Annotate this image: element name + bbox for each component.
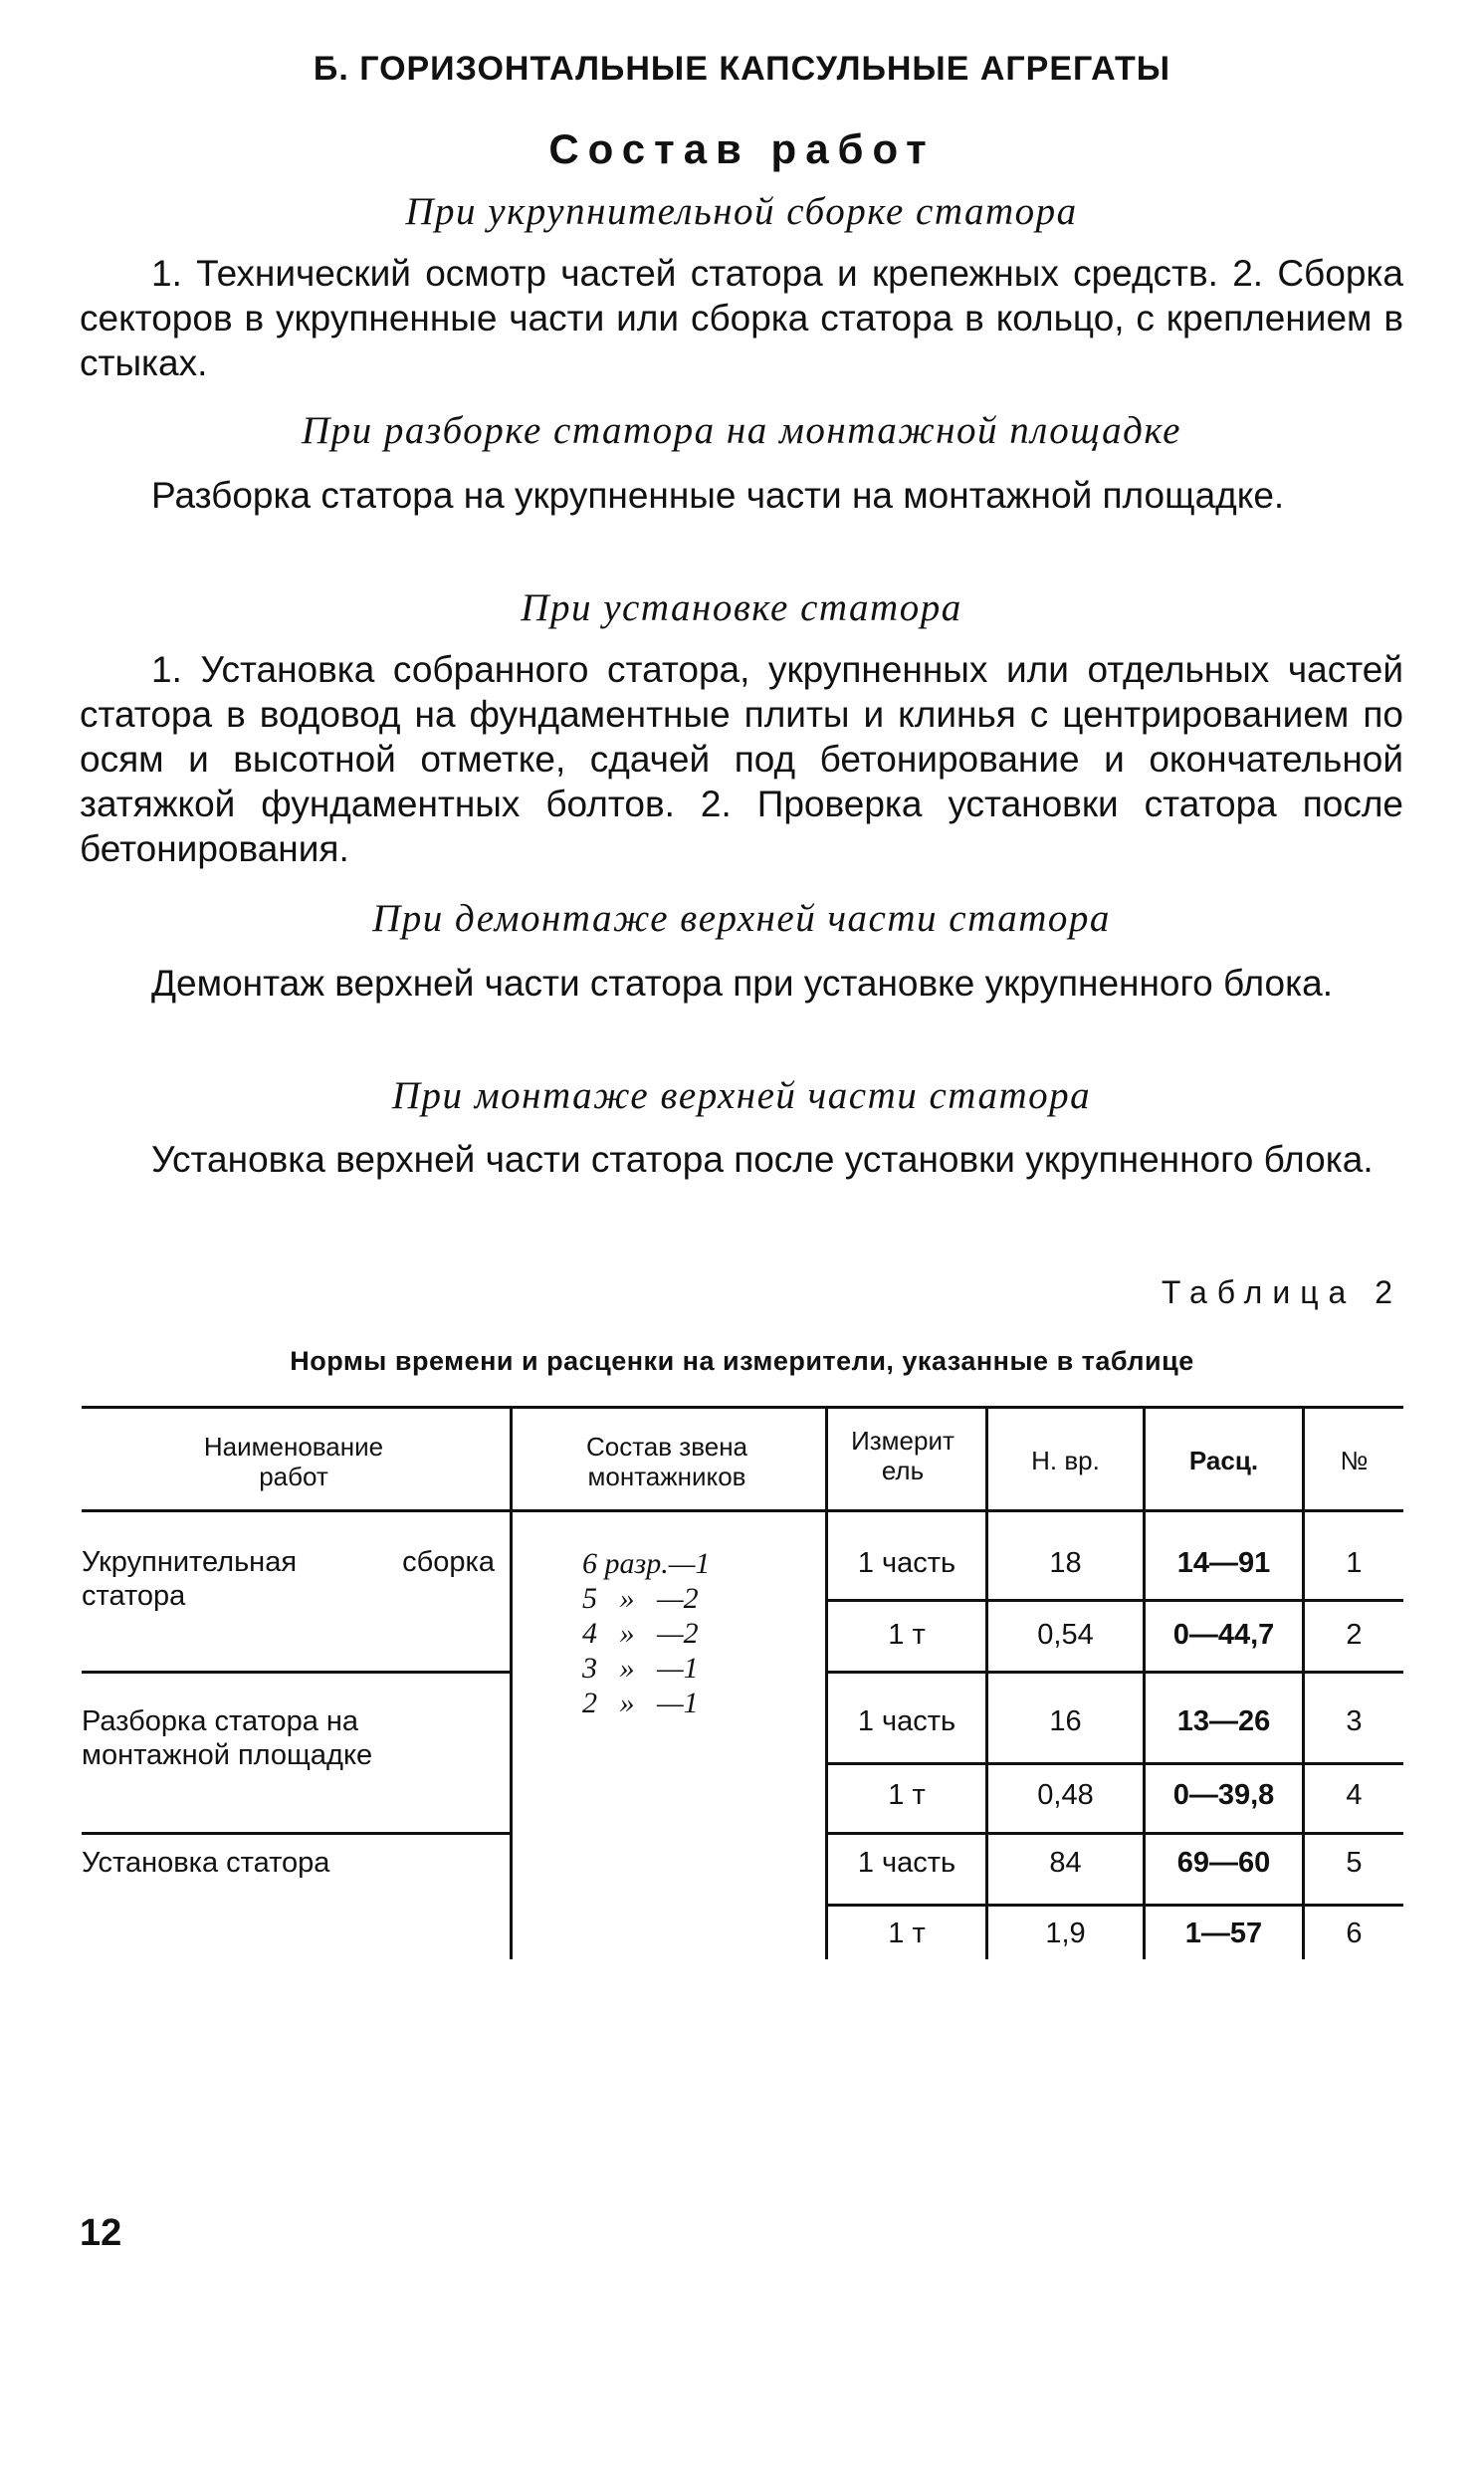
row-rule [82, 1832, 510, 1835]
cell-no: 1 [1346, 1547, 1363, 1579]
crew-line: 3 » —1 [582, 1652, 699, 1685]
cell-unit: 1 часть [857, 1847, 956, 1879]
row-rule [825, 1599, 1403, 1602]
row-rule [825, 1671, 1403, 1674]
crew-line: 2 » —1 [582, 1687, 699, 1719]
cell-unit: 1 т [888, 1779, 926, 1811]
crew-line: 4 » —2 [582, 1617, 699, 1650]
work-name: Установка статора [82, 1847, 330, 1879]
work-name: Укрупнительная сборка статора [82, 1546, 495, 1612]
work-name: Разборка статора на монтажной площадке [82, 1705, 373, 1771]
block-3-subtitle: При установке статора [521, 586, 962, 629]
col-rule [1302, 1406, 1305, 1959]
block-1-text-content: 1. Технический осмотр частей статора и крепежных средств. 2. Сборка секторов в укрупненные части или сборка статора в кольцо, с креплением в стыках. [80, 253, 1403, 383]
table-label: Таблица 2 [1161, 1274, 1402, 1310]
header-work: Наименование работ [203, 1432, 384, 1491]
cell-no: 2 [1346, 1619, 1363, 1651]
page-number: 12 [80, 2212, 122, 2254]
header-unit: Измеритель [851, 1426, 954, 1485]
cell-no: 4 [1346, 1779, 1363, 1811]
table-header-rule [82, 1509, 1403, 1512]
cell-norm: 16 [1049, 1705, 1082, 1737]
block-3-text-content: 1. Установка собранного статора, укрупненных или отдельных частей статора в водовод на фундаментные плиты и клинья с центрированием по осям и высотной отметке, сдачей под бетонирование и окончательной затяжкой фундаментных болтов. 2. Проверка установки статора после бетонирования. [80, 649, 1403, 869]
cell-norm: 0,48 [1037, 1779, 1094, 1811]
block-3-text [80, 647, 1403, 871]
col-rule [985, 1406, 988, 1959]
table-top-rule [82, 1406, 1403, 1409]
cell-norm: 1,9 [1045, 1918, 1086, 1949]
cell-no: 6 [1346, 1918, 1363, 1949]
row-rule [825, 1904, 1403, 1907]
cell-rate: 0—44,7 [1172, 1619, 1275, 1651]
block-5-text [80, 1137, 1403, 1182]
cell-no: 3 [1346, 1705, 1363, 1737]
block-4-text [80, 961, 1403, 1006]
block-2-subtitle: При разборке статора на монтажной площадке [302, 409, 1181, 452]
header-crew: Состав звена монтажников [585, 1432, 748, 1491]
cell-unit: 1 т [888, 1918, 926, 1949]
cell-rate: 13—26 [1176, 1705, 1271, 1737]
cell-no: 5 [1346, 1847, 1363, 1879]
cell-norm: 84 [1049, 1847, 1082, 1879]
section-title: Б. ГОРИЗОНТАЛЬНЫЕ КАПСУЛЬНЫЕ АГРЕГАТЫ [313, 50, 1171, 88]
col-rule [510, 1406, 513, 1959]
block-4-text-content: Демонтаж верхней части статора при установке укрупненного блока. [151, 963, 1333, 1004]
block-1-text [80, 251, 1403, 385]
header-no: № [1340, 1446, 1369, 1475]
cell-unit: 1 т [888, 1619, 926, 1651]
cell-rate: 1—57 [1184, 1918, 1263, 1949]
cell-norm: 18 [1049, 1547, 1082, 1579]
crew-line: 6 разр.—1 [582, 1547, 711, 1580]
heading: Состав работ [548, 125, 936, 172]
header-norm: Н. вр. [1031, 1446, 1100, 1475]
cell-rate: 69—60 [1176, 1847, 1271, 1879]
block-5-text-content: Установка верхней части статора после установки укрупненного блока. [151, 1139, 1374, 1180]
row-rule [825, 1762, 1403, 1765]
cell-unit: 1 часть [857, 1547, 956, 1579]
cell-rate: 0—39,8 [1172, 1779, 1275, 1811]
col-rule [825, 1406, 828, 1959]
block-2-text [80, 473, 1403, 518]
header-rate: Расц. [1188, 1446, 1259, 1475]
cell-unit: 1 часть [857, 1705, 956, 1737]
cell-rate: 14—91 [1176, 1547, 1271, 1579]
row-rule [825, 1832, 1403, 1835]
block-2-text-content: Разборка статора на укрупненные части на монтажной площадке. [151, 475, 1285, 516]
block-5-subtitle: При монтаже верхней части статора [391, 1074, 1092, 1117]
row-rule [82, 1671, 510, 1674]
crew-line: 5 » —2 [582, 1582, 699, 1615]
cell-norm: 0,54 [1037, 1619, 1094, 1651]
block-4-subtitle: При демонтаже верхней части статора [372, 897, 1111, 940]
block-1-subtitle: При укрупнительной сборке статора [405, 190, 1078, 233]
col-rule [1143, 1406, 1146, 1959]
table-caption: Нормы времени и расценки на измерители, указанные в таблице [290, 1346, 1194, 1376]
